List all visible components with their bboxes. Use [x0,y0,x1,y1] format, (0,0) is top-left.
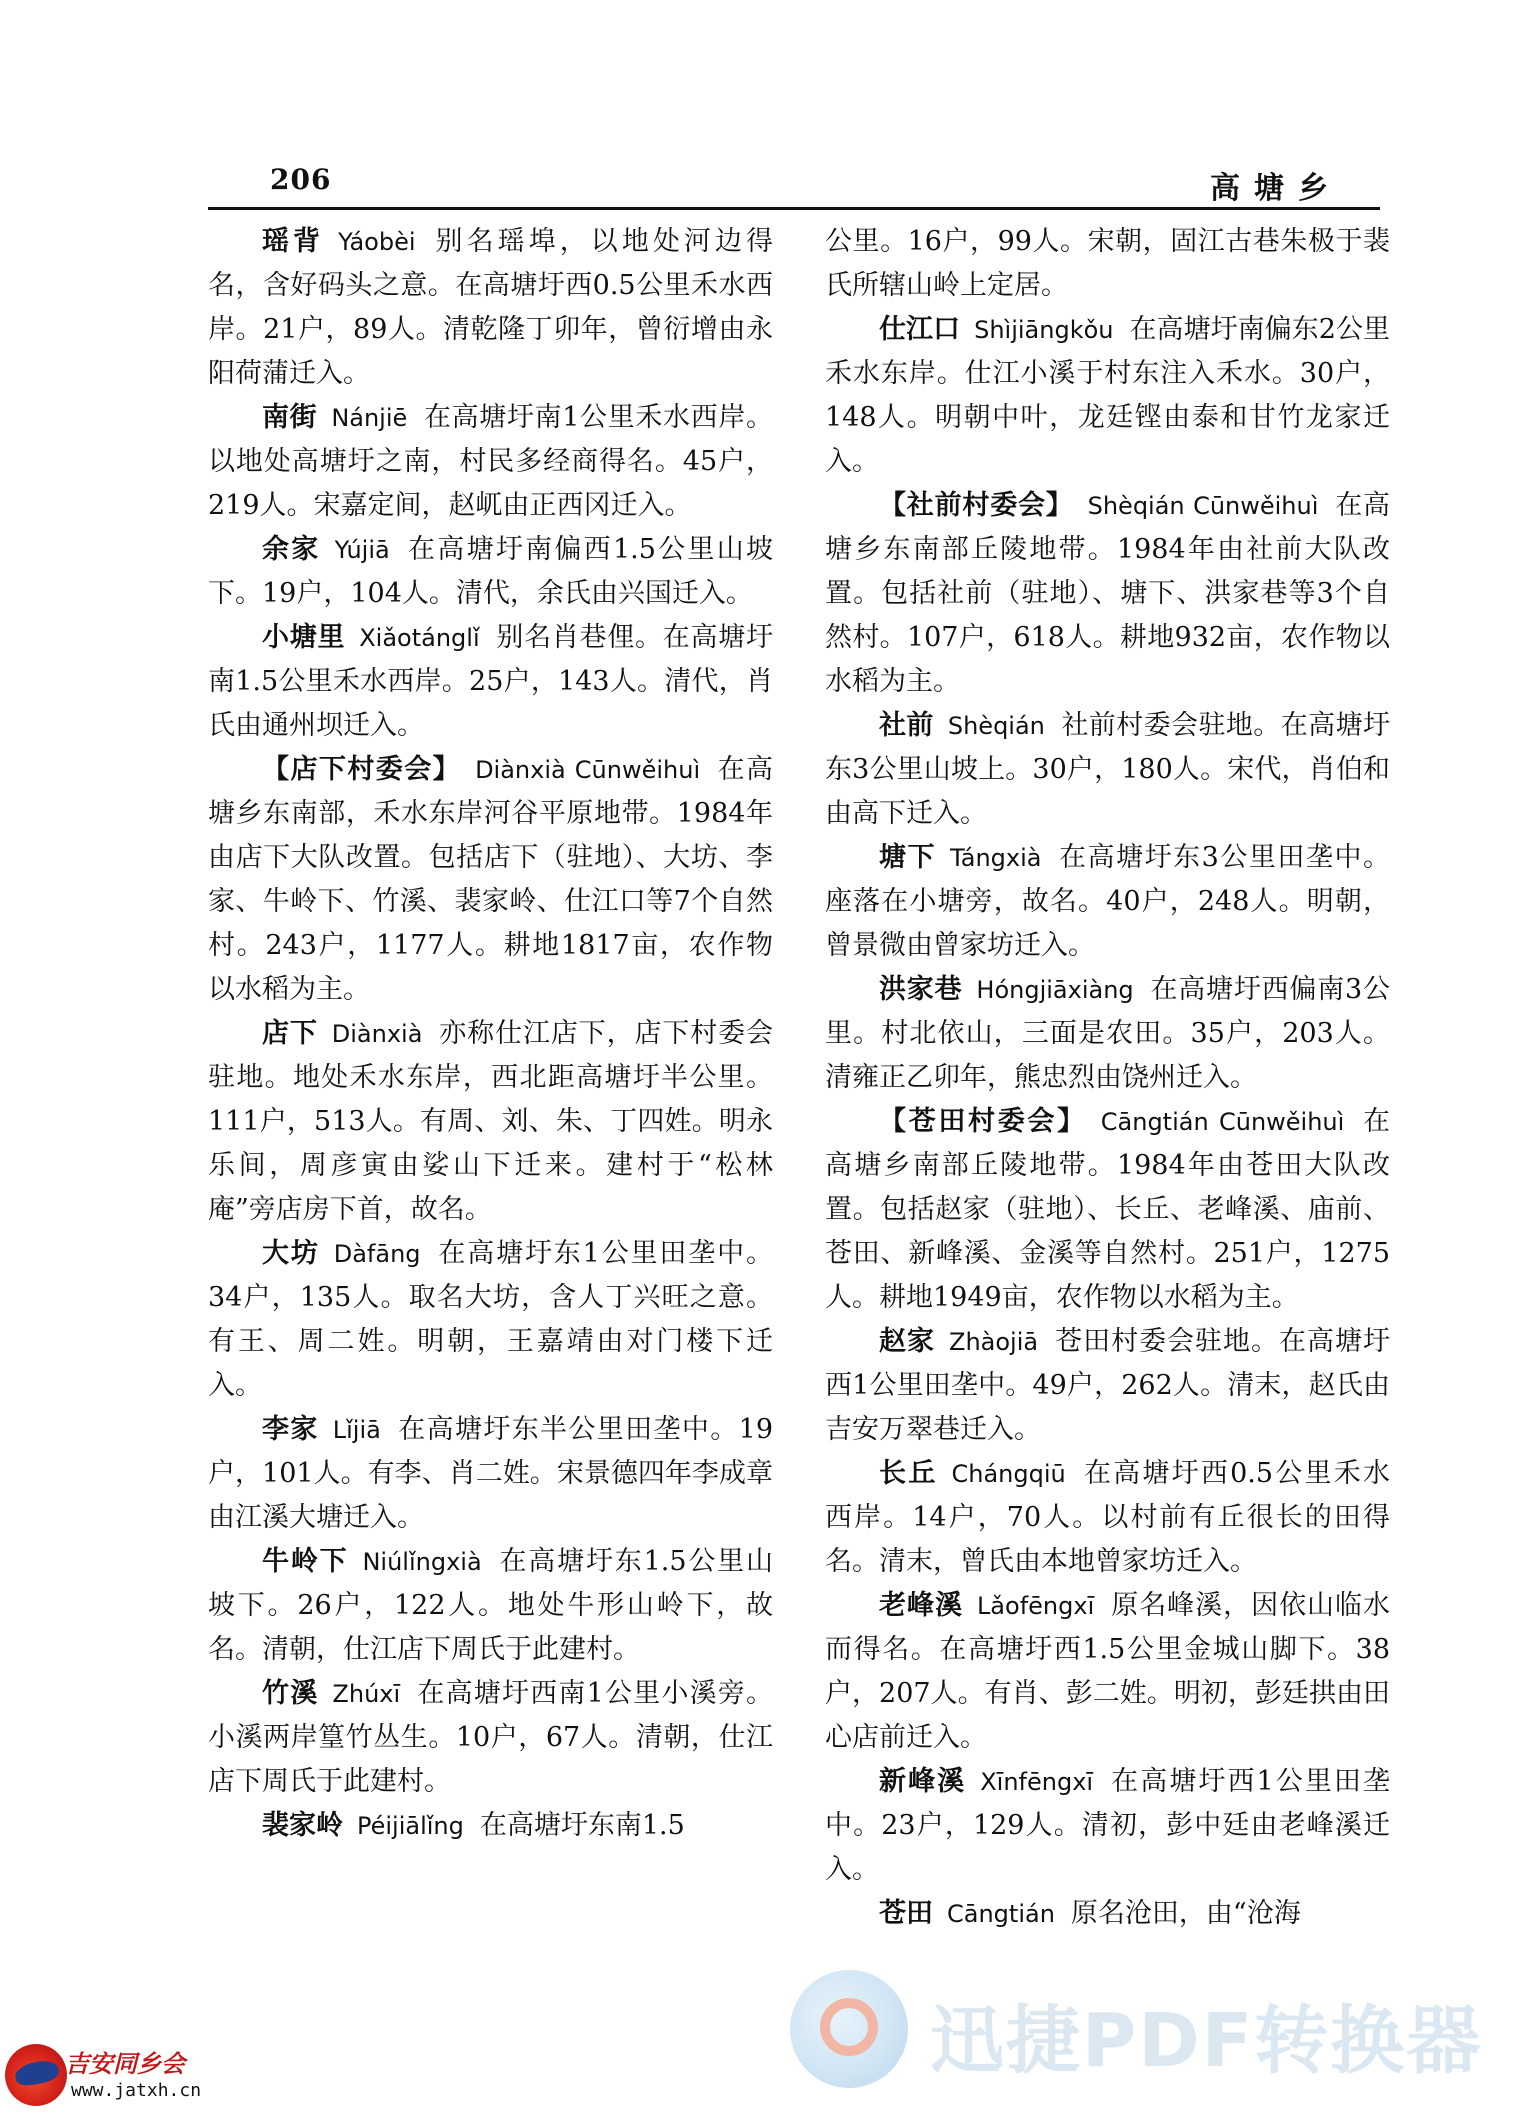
entry-paragraph [208,220,773,396]
entry-text: 社前村委会驻地。在高塘圩东3公里山坡上。30户，180人。宋代，肖伯和由高下迁入。 [825,710,1391,829]
entry-text: 公里。16户，99人。宋朝，固江古巷朱极于裴氏所辖山岭上定居。 [825,226,1390,301]
entry-heading: 【社前村委会】 [879,490,1074,521]
entry-paragraph [208,748,773,1012]
entry-pinyin: Lǎofēngxī [976,1592,1095,1620]
site-logo-url: www.jatxh.cn [71,2080,202,2101]
entry-text: 亦称仕江店下，店下村委会驻地。地处禾水东岸，西北距高塘圩半公里。111户，513人。有周、刘、朱、丁四姓。明永乐间，周彦寅由娑山下迁来。建村于“松林庵”旁店房下首，故名。 [208,1018,774,1225]
entry-pinyin: Zhàojiā [949,1328,1039,1356]
entry-text: 原名沧田，由“沧海 [1070,1898,1301,1929]
right-column [825,220,1390,1936]
entry-paragraph [825,1100,1390,1320]
entry-heading: 大坊 [262,1238,320,1269]
entry-text: 在高塘圩西南1公里小溪旁。小溪两岸篁竹丛生。10户，67人。清朝，仕江店下周氏于此建村。 [208,1678,774,1797]
entry-paragraph [825,220,1390,308]
entry-pinyin: Yáobèi [338,228,416,256]
entry-paragraph [825,1320,1390,1452]
entry-pinyin: Shèqián [947,712,1045,740]
entry-text: 在高塘圩东3公里田垄中。座落在小塘旁，故名。40户，248人。明朝，曾景微由曾家坊迁入。 [825,842,1390,961]
entry-paragraph [208,616,773,748]
entry-heading: 南街 [262,402,318,433]
entry-heading: 仕江口 [879,314,961,345]
entry-heading: 社前 [879,710,934,741]
entry-text: 原名峰溪，因依山临水而得名。在高塘圩西1.5公里金城山脚下。38户，207人。有肖、彭二姓。明初，彭廷拱由田心店前迁入。 [825,1590,1391,1753]
entry-paragraph [825,836,1390,968]
entry-heading: 瑶背 [262,226,325,257]
entry-pinyin: Hóngjiāxiàng [976,976,1134,1004]
entry-paragraph [208,1232,773,1408]
entry-paragraph [208,528,773,616]
entry-paragraph [208,1540,773,1672]
entry-heading: 长丘 [879,1458,938,1489]
entry-text: 在高塘圩西1公里田垄中。23户，129人。清初，彭中廷由老峰溪迁入。 [825,1766,1391,1885]
entry-text: 别名瑶埠，以地处河边得名，含好码头之意。在高塘圩西0.5公里禾水西岸。21户，89人。清乾隆丁卯年，曾衍增由永阳荷蒲迁入。 [208,226,774,389]
entry-paragraph [825,968,1390,1100]
entry-pinyin: Zhúxī [332,1680,401,1708]
entry-paragraph [208,1672,773,1804]
entry-text: 在高塘圩西0.5公里禾水西岸。14户，70人。以村前有丘很长的田得名。清末，曾氏由本地曾家坊迁入。 [825,1458,1390,1577]
site-logo-title: 吉安同乡会 [65,2049,185,2078]
entry-heading: 李家 [262,1414,319,1445]
left-column [208,220,773,1848]
entry-text: 苍田村委会驻地。在高塘圩西1公里田垄中。49户，262人。清末，赵氏由吉安万翠巷迁入。 [825,1326,1391,1445]
entry-paragraph [208,1804,773,1848]
entry-pinyin: Niúlǐngxià [362,1548,482,1576]
entry-text: 在高塘圩东1.5公里山坡下。26户，122人。地处牛形山岭下，故名。清朝，仕江店下周氏于此建村。 [208,1546,773,1665]
entry-heading: 牛岭下 [262,1546,349,1577]
entry-pinyin: Diànxià Cūnwěihuì [475,756,701,784]
entry-paragraph [208,1408,773,1540]
entry-paragraph [825,1584,1390,1760]
watermark [790,1960,1520,2100]
entry-text: 在高塘圩西偏南3公里。村北依山，三面是农田。35户，203人。清雍正乙卯年，熊忠烈由饶州迁入。 [825,974,1390,1093]
entry-pinyin: Xīnfēngxī [980,1768,1094,1796]
entry-text: 在高塘圩南偏西1.5公里山坡下。19户，104人。清代，余氏由兴国迁入。 [208,534,773,609]
entry-paragraph [825,704,1390,836]
entry-text: 别名肖巷俚。在高塘圩南1.5公里禾水西岸。25户，143人。清代，肖氏由通州坝迁入。 [208,622,774,741]
entry-pinyin: Yújiā [334,536,390,564]
entry-paragraph [208,1012,773,1232]
entry-paragraph [825,308,1390,484]
page-number: 206 [270,163,332,196]
entry-text: 在高塘圩东南1.5 [479,1810,685,1841]
site-logo [5,2040,225,2120]
entry-paragraph [208,396,773,528]
entry-heading: 苍田 [879,1898,933,1929]
entry-text: 在高塘乡南部丘陵地带。1984年由苍田大队改置。包括赵家（驻地）、长丘、老峰溪、庙前、苍田、新峰溪、金溪等自然村。251户，1275人。耕地1949亩，农作物以水稻为主。 [825,1106,1391,1313]
entry-pinyin: Nánjiē [331,404,408,432]
entry-pinyin: Shèqián Cūnwěihuì [1087,492,1319,520]
entry-heading: 【店下村委会】 [262,754,462,785]
entry-heading: 【苍田村委会】 [879,1106,1087,1137]
entry-text: 在高塘圩南1公里禾水西岸。以地处高塘圩之南，村民多经商得名。45户，219人。宋嘉定间，赵屼由正西冈迁入。 [208,402,773,521]
entry-text: 在高塘圩南偏东2公里禾水东岸。仕江小溪于村东注入禾水。30户，148人。明朝中叶，龙廷铿由泰和甘竹龙家迁入。 [825,314,1390,477]
entry-heading: 赵家 [879,1326,935,1357]
entry-heading: 裴家岭 [262,1810,343,1841]
entry-pinyin: Tángxià [950,844,1042,872]
entry-pinyin: Lǐjiā [332,1416,381,1444]
entry-paragraph [825,1452,1390,1584]
header-rule [208,207,1380,210]
entry-pinyin: Xiǎotánglǐ [359,624,480,652]
entry-pinyin: Dàfāng [333,1240,421,1268]
entry-heading: 店下 [262,1018,318,1049]
entry-heading: 塘下 [879,842,937,873]
entry-pinyin: Chángqiū [951,1460,1066,1488]
page-header [0,0,1533,215]
converter-logo-icon [790,1970,908,2088]
entry-heading: 余家 [262,534,321,565]
entry-heading: 新峰溪 [879,1766,967,1797]
entry-pinyin: Cāngtián Cūnwěihuì [1100,1108,1345,1136]
entry-pinyin: Cāngtián [947,1900,1055,1928]
entry-text: 在高塘圩东1公里田垄中。34户，135人。取名大坊，含人丁兴旺之意。有王、周二姓。明朝，王嘉靖由对门楼下迁入。 [208,1238,773,1401]
entry-text: 在高塘乡东南部，禾水东岸河谷平原地带。1984年由店下大队改置。包括店下（驻地）、大坊、李家、牛岭下、竹溪、裴家岭、仕江口等7个自然村。243户，1177人。耕地1817亩，农作物以水稻为主。 [208,754,774,1005]
entry-heading: 洪家巷 [879,974,963,1005]
entry-paragraph [825,1760,1390,1892]
entry-pinyin: Diànxià [331,1020,423,1048]
entry-pinyin: Shìjiāngkǒu [974,316,1114,344]
entry-text: 在高塘乡东南部丘陵地带。1984年由社前大队改置。包括社前（驻地）、塘下、洪家巷等3个自然村。107户，618人。耕地932亩，农作物以水稻为主。 [825,490,1391,697]
entry-heading: 竹溪 [262,1678,319,1709]
entry-heading: 老峰溪 [879,1590,963,1621]
entry-paragraph [825,1892,1390,1936]
entry-text: 在高塘圩东半公里田垄中。19户，101人。有李、肖二姓。宋景德四年李成章由江溪大塘迁入。 [208,1414,774,1533]
entry-heading: 小塘里 [262,622,346,653]
running-head: 高塘乡 [1210,171,1342,206]
entry-paragraph [825,484,1390,704]
entry-pinyin: Péijiālǐng [357,1812,464,1840]
site-emblem-icon [5,2044,67,2106]
watermark-text: 迅捷PDF转换器 [930,1998,1483,2084]
